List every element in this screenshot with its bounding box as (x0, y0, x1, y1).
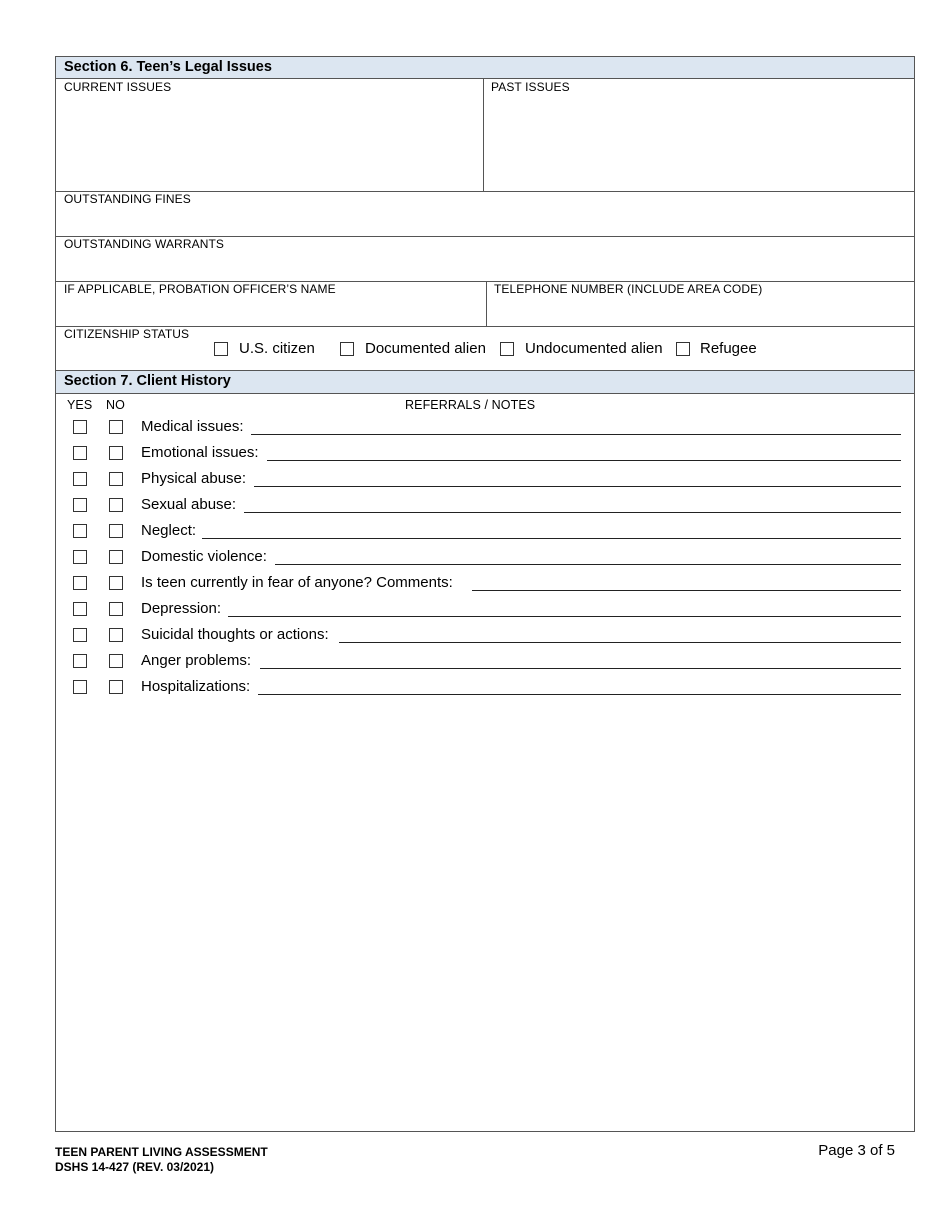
no-checkbox[interactable] (109, 472, 123, 486)
assessment-form (55, 56, 915, 1132)
history-row-label: Emotional issues: (141, 444, 259, 461)
documented-alien-option-label: Documented alien (365, 340, 486, 357)
yes-column-header: YES (67, 398, 93, 412)
yes-checkbox[interactable] (73, 602, 87, 616)
us-citizen-option-label: U.S. citizen (239, 340, 315, 357)
history-row-suicidal-thoughts (56, 623, 914, 649)
history-row-depression (56, 597, 914, 623)
referrals-notes-header: REFERRALS / NOTES (405, 398, 536, 412)
history-row-medical-issues (56, 415, 914, 441)
yes-checkbox[interactable] (73, 680, 87, 694)
us-citizen-checkbox[interactable] (214, 342, 228, 356)
no-checkbox[interactable] (109, 498, 123, 512)
no-column-header: NO (106, 398, 125, 412)
outstanding-fines-field[interactable] (56, 192, 914, 236)
undocumented-alien-checkbox[interactable] (500, 342, 514, 356)
no-checkbox[interactable] (109, 576, 123, 590)
history-row-label: Sexual abuse: (141, 496, 237, 513)
outstanding-fines-label: OUTSTANDING FINES (64, 192, 191, 206)
history-row-label: Domestic violence: (141, 548, 267, 565)
history-row-label: Medical issues: (141, 418, 244, 435)
notes-input-line[interactable] (275, 564, 901, 565)
history-row-neglect (56, 519, 914, 545)
past-issues-label: PAST ISSUES (491, 80, 570, 94)
no-checkbox[interactable] (109, 602, 123, 616)
no-checkbox[interactable] (109, 420, 123, 434)
yes-checkbox[interactable] (73, 576, 87, 590)
probation-officer-field[interactable] (56, 281, 486, 326)
notes-input-line[interactable] (251, 434, 901, 435)
history-row-label: Hospitalizations: (141, 678, 251, 695)
notes-input-line[interactable] (267, 460, 901, 461)
yes-checkbox[interactable] (73, 472, 87, 486)
current-issues-label: CURRENT ISSUES (64, 80, 172, 94)
history-row-label: Neglect: (141, 522, 197, 539)
history-row-label: Depression: (141, 600, 222, 617)
outstanding-warrants-label: OUTSTANDING WARRANTS (64, 237, 224, 251)
telephone-field[interactable] (487, 281, 914, 326)
history-row-anger-problems (56, 649, 914, 675)
outstanding-warrants-field[interactable] (56, 237, 914, 281)
history-row-domestic-violence (56, 545, 914, 571)
no-checkbox[interactable] (109, 628, 123, 642)
documented-alien-checkbox[interactable] (340, 342, 354, 356)
probation-officer-label: IF APPLICABLE, PROBATION OFFICER’S NAME (64, 282, 336, 296)
yes-checkbox[interactable] (73, 420, 87, 434)
current-issues-field[interactable] (56, 79, 483, 192)
yes-checkbox[interactable] (73, 628, 87, 642)
no-checkbox[interactable] (109, 446, 123, 460)
no-checkbox[interactable] (109, 654, 123, 668)
yes-checkbox[interactable] (73, 524, 87, 538)
no-checkbox[interactable] (109, 524, 123, 538)
citizenship-status-label: CITIZENSHIP STATUS (64, 327, 190, 341)
yes-checkbox[interactable] (73, 446, 87, 460)
history-row-fear-of-anyone (56, 571, 914, 597)
form-number: DSHS 14-427 (REV. 03/2021) (55, 1160, 214, 1174)
notes-input-line[interactable] (228, 616, 901, 617)
history-row-label: Physical abuse: (141, 470, 247, 487)
yes-checkbox[interactable] (73, 654, 87, 668)
notes-input-line[interactable] (339, 642, 901, 643)
notes-input-line[interactable] (244, 512, 901, 513)
notes-input-line[interactable] (258, 694, 901, 695)
notes-input-line[interactable] (472, 590, 901, 591)
history-row-emotional-issues (56, 441, 914, 467)
no-checkbox[interactable] (109, 680, 123, 694)
past-issues-field[interactable] (484, 79, 914, 192)
history-row-sexual-abuse (56, 493, 914, 519)
refugee-option-label: Refugee (700, 340, 757, 357)
telephone-label: TELEPHONE NUMBER (INCLUDE AREA CODE) (494, 282, 763, 296)
form-title: TEEN PARENT LIVING ASSESSMENT (55, 1145, 268, 1159)
notes-input-line[interactable] (202, 538, 901, 539)
history-row-label: Is teen currently in fear of anyone? Comments: (141, 574, 453, 591)
history-row-hospitalizations (56, 675, 914, 701)
undocumented-alien-option-label: Undocumented alien (525, 340, 663, 357)
page-number: Page 3 of 5 (818, 1142, 895, 1159)
refugee-checkbox[interactable] (676, 342, 690, 356)
history-row-physical-abuse (56, 467, 914, 493)
history-row-label: Anger problems: (141, 652, 252, 669)
no-checkbox[interactable] (109, 550, 123, 564)
yes-checkbox[interactable] (73, 550, 87, 564)
section-6-header: Section 6. Teen’s Legal Issues (56, 57, 914, 79)
notes-input-line[interactable] (254, 486, 901, 487)
notes-input-line[interactable] (260, 668, 901, 669)
section-7-header: Section 7. Client History (56, 370, 914, 394)
history-row-label: Suicidal thoughts or actions: (141, 626, 329, 643)
yes-checkbox[interactable] (73, 498, 87, 512)
